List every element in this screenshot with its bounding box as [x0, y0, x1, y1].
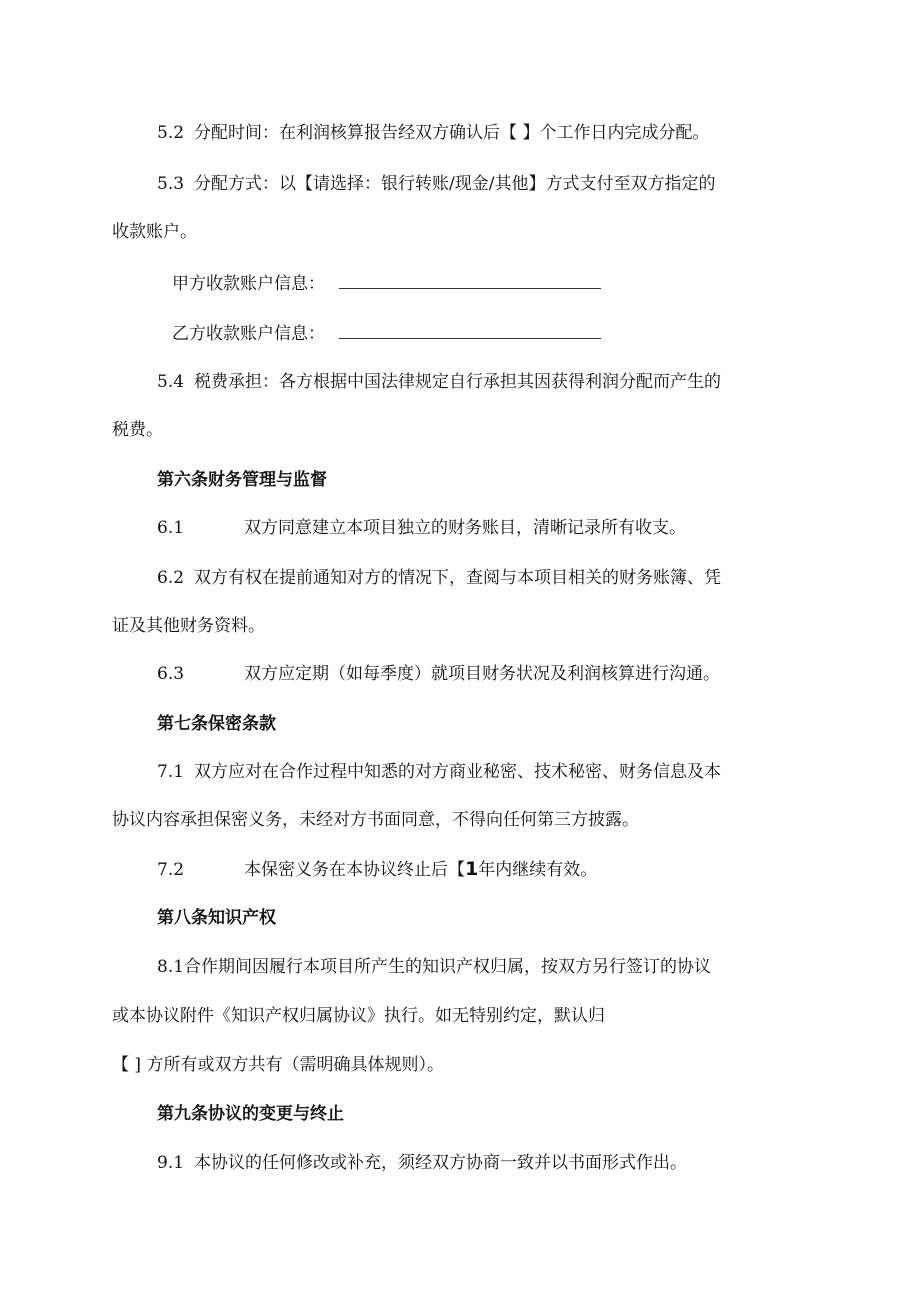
clause-5-3 — [157, 172, 716, 196]
clause-number: 5.4 — [157, 372, 185, 392]
clause-text: 分配方式：以【请选择：银行转账/现金/其他】方式支付至双方指定的 — [194, 174, 716, 194]
article-7-heading: 第七条保密条款 — [157, 714, 276, 734]
account-label: 甲方收款账户信息： — [172, 274, 325, 294]
clause-6-1 — [157, 516, 686, 540]
clause-5-4-cont — [112, 418, 163, 442]
account-info-party-a — [172, 270, 601, 296]
clause-number: 7.1 — [157, 762, 185, 782]
clause-text: 双方应对在合作过程中知悉的对方商业秘密、技术秘密、财务信息及本 — [194, 762, 722, 782]
article-9-heading: 第九条协议的变更与终止 — [157, 1104, 344, 1124]
clause-text: 分配时间：在利润核算报告经双方确认后【 】个工作日内完成分配。 — [194, 123, 710, 143]
clause-text: 收款账户。 — [112, 222, 197, 242]
years-value: 1 — [465, 858, 479, 880]
clause-text: 年内继续有效。 — [478, 860, 598, 880]
clause-5-2 — [157, 121, 709, 145]
clause-7-2 — [157, 857, 597, 882]
article-8-heading: 第八条知识产权 — [157, 908, 276, 928]
clause-number: 9.1 — [157, 1153, 185, 1173]
clause-text: 【 ] 方所有或双方共有（需明确具体规则）。 — [112, 1055, 444, 1075]
clause-6-3 — [157, 662, 720, 686]
clause-number: 7.2 — [157, 860, 185, 880]
article-6-heading: 第六条财务管理与监督 — [157, 470, 327, 490]
clause-9-1 — [157, 1151, 687, 1175]
account-blank-line[interactable] — [339, 270, 601, 289]
clause-6-2 — [157, 566, 721, 590]
clause-text: 双方应定期（如每季度）就项目财务状况及利润核算进行沟通。 — [244, 664, 721, 684]
clause-number: 6.1 — [157, 518, 185, 538]
clause-text: 双方同意建立本项目独立的财务账目，清晰记录所有收支。 — [244, 518, 687, 538]
clause-text: 本保密义务在本协议终止后【 — [244, 860, 466, 880]
clause-8-1-cont — [112, 1004, 605, 1028]
clause-text: 协议内容承担保密义务，未经对方书面同意，不得向任何第三方披露。 — [112, 810, 639, 830]
clause-text: 证及其他财务资料。 — [112, 616, 265, 636]
account-blank-line[interactable] — [339, 320, 601, 339]
clause-number: 5.3 — [157, 174, 185, 194]
clause-number: 6.2 — [157, 568, 185, 588]
clause-5-4 — [157, 370, 721, 394]
clause-text: 8.1合作期间因履行本项目所产生的知识产权归属，按双方另行签订的协议 — [157, 957, 712, 977]
clause-text: 税费承担：各方根据中国法律规定自行承担其因获得利润分配而产生的 — [194, 372, 722, 392]
clause-text: 本协议的任何修改或补充，须经双方协商一致并以书面形式作出。 — [194, 1153, 688, 1173]
clause-8-1-cont-2 — [112, 1053, 444, 1077]
clause-7-1-cont — [112, 808, 639, 832]
clause-6-2-cont — [112, 614, 265, 638]
clause-text: 双方有权在提前通知对方的情况下，查阅与本项目相关的财务账簿、凭 — [194, 568, 722, 588]
clause-number: 6.3 — [157, 664, 185, 684]
clause-5-3-cont — [112, 220, 197, 244]
clause-number: 5.2 — [157, 123, 185, 143]
clause-8-1 — [157, 955, 711, 979]
clause-text: 税费。 — [112, 420, 163, 440]
account-label: 乙方收款账户信息： — [172, 324, 325, 344]
account-info-party-b — [172, 320, 601, 346]
clause-text: 或本协议附件《知识产权归属协议》执行。如无特别约定，默认归 — [112, 1006, 605, 1026]
clause-7-1 — [157, 760, 721, 784]
